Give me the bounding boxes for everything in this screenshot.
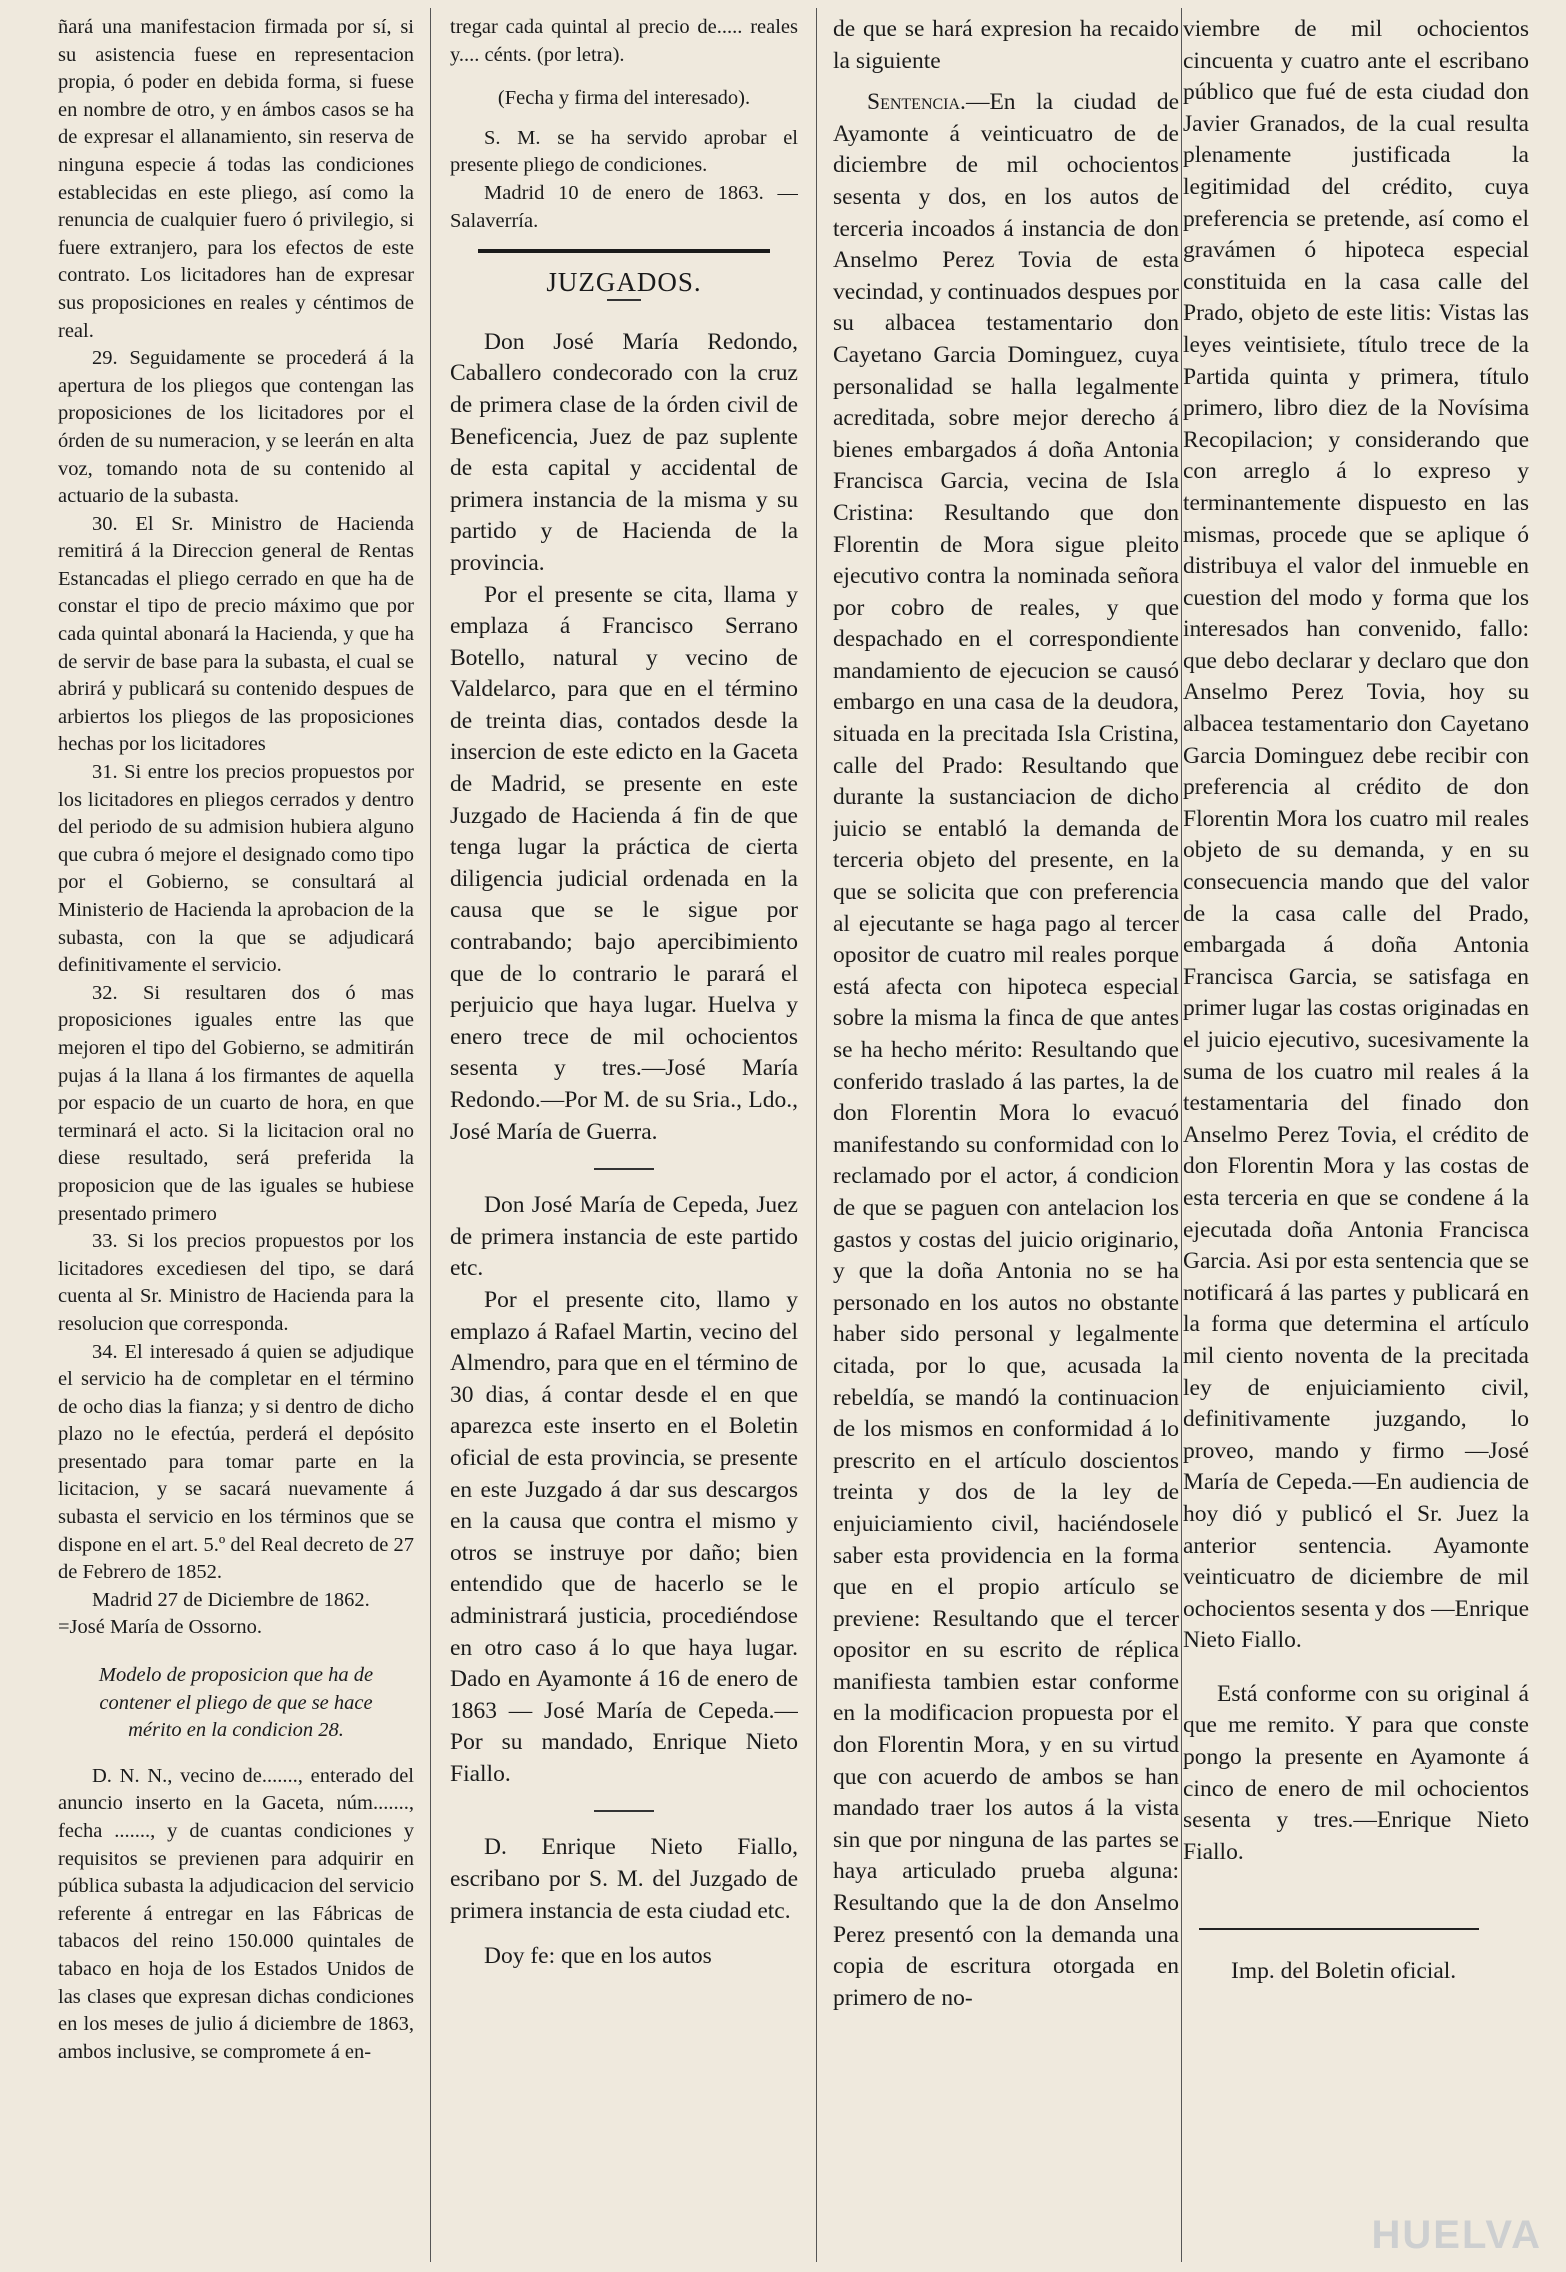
paragraph: ñará una manifestacion firmada por sí, si su asistencia fuese en representacion propia, ó poder en debida forma, si fuese en nombre de otro, y en ámbos casos se ha de expresar el allanamiento, sin reserva de ninguna especie á todas las condiciones establecidas en este pliego, así como la renuncia de cualquier fuero ó privilegio, si fuere extranjero, para los efectos de este contrato. Los licitadores han de expresar sus proposiciones en reales y céntimos de real. <box>58 16 414 342</box>
dateline: Madrid 27 de Diciembre de 1862. <box>92 1588 370 1611</box>
sentence-text <box>833 87 1179 2014</box>
sentence-body: —En la ciudad de Ayamonte á veinticuatro de de diciembre de mil ochocientos sesenta y dos, en los autos de terceria incoados á instancia de don Anselmo Perez Tovia de esta vecindad, y continuados despues por su albacea testamentario don Cayetano Garcia Dominguez, cuya personalidad se halla legalmente acreditada, sobre mejor derecho á bienes embargados á doña Antonia Francisca Garcia, vecina de Isla Cristina: Resultando que don Florentin de Mora sigue pleito ejecutivo contra la nominada señora por cobro de reales, y que despachado en el correspondiente mandamiento de ejecucion se causó embargo en una casa de la deudora, situada en la precitada Isla Cristina, calle del Prado: Resultando que durante la sustanciacion de dicho juicio se entabló la demanda de terceria objeto del presente, en la que se solicita que con preferencia al ejecutante se haga pago al tercer opositor de cuatro mil reales porque está afecta con hipoteca especial sobre la misma la finca de que antes se ha hecho mérito: Resultando que conferido traslado á las partes, la de don Florentin Mora lo evacuó manifestando su conformidad con lo reclamado por el actor, á condicion de que se paguen con antelacion los gastos y costas del juicio originario, y que la doña Antonia no se ha personado en los autos no obstante haber sido personal y legalmente citada, por lo que, acusada la rebeldía, se mandó la continuacion de los mismos en conformidad á lo prescrito en el artículo doscientos treinta y dos de la ley de enjuiciamiento civil, haciéndosele saber esta providencia en la forma que en el propio artículo se previene: Resultando que el tercer opositor en su escrito de réplica manifiesta tambien estar conforme en la modificacion propuesta por el don Florentin Mora, y en su virtud que con acuerdo de ambos se han mandado traer los autos á la vista sin que por ninguna de las partes se haya articulado prueba alguna: Resultando que la de don Anselmo Perez presentó con la demanda una copia de escritura otorgada en primero de no- <box>833 89 1179 2011</box>
paragraph: tregar cada quintal al precio de..... reales y.... cénts. (por letra). <box>450 16 798 66</box>
column-rule <box>430 8 431 2262</box>
model-text: D. N. N., vecino de......., enterado del anuncio inserto en la Gaceta, núm......., fecha ......., y de cuantas condiciones y requisitos se previenen para adquirir en pública subasta la adjudicacion del servicio referente á entregar en las Fábricas de tabacos del reino 150.000 quintales de tabaco en hoja de los Estados Unidos de las clases que expresan dichas condiciones en los meses de julio á diciembre de 1863, ambos inclusive, se compromete á en- <box>58 1764 414 2063</box>
column-3 <box>833 14 1179 2262</box>
edict-text: Por el presente se cita, llama y emplaza á Francisco Serrano Botello, natural y vecino de Valdelarco, para que en el término de treinta dias, contados desde la insercion de este edicto en la Gaceta de Madrid, se presente en este Juzgado de Hacienda á fin de que tenga lugar la práctica de cierta diligencia judicial ordenada en la causa que se le sigue por contrabando; bajo apercibimiento que de lo contrario le parará el perjuicio que haya lugar. Huelva y enero trece de mil ochocientos sesenta y tres.—José María Redondo.—Por M. de su Sria., Ldo., José María de Guerra. <box>450 581 798 1145</box>
condition-31: 31. Si entre los precios propuestos por los licitadores en pliegos cerrados y dentro del periodo de su admision hubiera alguno que cubra ó mejore el designado como tipo por el Gobierno, se consultará al Ministerio de Hacienda la aprobacion de la subasta, con la que se adjudicará definitivamente el servicio. <box>58 761 414 977</box>
judge-intro: Don José María de Cepeda, Juez de primera instancia de este partido etc. <box>450 1192 798 1282</box>
paragraph: Está conforme con su original á que me remito. Y para que conste pongo la presente en Ayamonte á cinco de enero de mil ochocientos sesenta y tres.—Enrique Nieto Fiallo. <box>1183 1680 1529 1865</box>
column-4 <box>1183 14 1529 2262</box>
separator <box>594 1168 654 1170</box>
section-rule <box>478 249 770 253</box>
sentence-label: Sentencia. <box>867 89 966 116</box>
approval-note: S. M. se ha servido aprobar el presente pliego de condiciones. <box>450 126 798 177</box>
condition-34: 34. El interesado á quien se adjudique el servicio ha de completar en el término de ocho dias la fianza; y si dentro de dicho plazo no le efectúa, perderá el depósito presentado para tomar parte en la licitacion, y se sacará nuevamente á subasta el servicio en los términos que se dispone en el art. 5.º del Real decreto de 27 de Febrero de 1852. <box>58 1340 414 1584</box>
condition-30: 30. El Sr. Ministro de Hacienda remitirá á la Direccion general de Rentas Estancadas el pliego cerrado en que ha de constar el tipo de precio máximo que por cada quintal abonará la Hacienda, y que ha de servir de base para la subasta, el cual se abrirá y publicará su contenido despues de arbiertos los pliegos de las proposiciones hechas por los licitadores <box>58 512 414 756</box>
condition-33: 33. Si los precios propuestos por los licitadores excediesen del tipo, se dará cuenta al Sr. Ministro de Hacienda para la resolucion que corresponda. <box>58 1230 414 1335</box>
edict-text: Por el presente cito, llamo y emplazo á Rafael Martin, vecino del Almendro, para que en el término de 30 dias, á contar desde el en que aparezca este inserto en el Boletin oficial de esta provincia, se presente en este Juzgado á dar sus descargos en la causa que contra el mismo y otros se instruye por daño; bien entendido que de hacerlo se le administrará justicia, procediéndose en otro caso á lo que haya lugar. Dado en Ayamonte á 16 de enero de 1863 — José María de Cepeda.—Por su mandado, Enrique Nieto Fiallo. <box>450 1286 798 1787</box>
paragraph: de que se hará expresion ha recaido la siguiente <box>833 16 1179 74</box>
column-1 <box>58 14 414 2262</box>
column-2 <box>450 14 798 2262</box>
dateline: Madrid 10 de enero de 1863. — Salaverría. <box>450 181 798 232</box>
model-heading: Modelo de proposicion que ha de contener el pliego de que se hace mérito en la condicion 28. <box>98 1664 374 1742</box>
column-rule <box>1181 8 1182 2262</box>
condition-29: 29. Seguidamente se procederá á la apertura de los pliegos que contengan las proposiciones de los licitadores por el órden de su numeracion, y se leerán en alta voz, tomando nota de su contenido al actuario de la subasta. <box>58 347 414 508</box>
signature-note: (Fecha y firma del interesado). <box>497 87 751 110</box>
separator <box>594 1810 654 1812</box>
notary-intro: D. Enrique Nieto Fiallo, escribano por S. M. del Juzgado de primera instancia de esta ciudad etc. <box>450 1834 798 1924</box>
watermark: HUELVA <box>1371 2213 1542 2257</box>
signature: =José María de Ossorno. <box>58 1616 262 1639</box>
paragraph: Doy fe: que en los autos <box>484 1943 712 1970</box>
heading-dash <box>607 299 641 301</box>
column-rule <box>816 8 817 2262</box>
footer-rule <box>1199 1928 1479 1930</box>
printer-imprint: Imp. del Boletin oficial. <box>1231 1958 1457 1985</box>
judge-intro: Don José María Redondo, Caballero condecorado con la cruz de primera clase de la órden civil de Beneficencia, Juez de paz suplente de esta capital y accidental de primera instancia de la misma y su partido y de Hacienda de la provincia. <box>450 328 798 576</box>
paragraph: viembre de mil ochocientos cincuenta y cuatro ante el escribano público que fué de esta ciudad don Javier Granados, de la cual resulta plenamente justificada la legitimidad del crédito, cuya preferencia se pretende, así como el gravámen ó hipoteca especial constituida en la casa calle del Prado, objeto de este litis: Vistas las leyes veintisiete, título trece de la Partida quinta y primera, título primero, libro diez de la Novísima Recopilacion; y considerando que con arreglo á lo expreso y terminantemente dispuesto en las mismas, procede que se aplique ó distribuya el valor del inmueble en cuestion del modo y forma que los interesados han convenido, fallo: que debo declarar y declaro que don Anselmo Perez Tovia, hoy su albacea testamentario don Cayetano Garcia Dominguez debe recibir con preferencia al crédito de don Florentin Mora los cuatro mil reales objeto de su demanda, y en su consecuencia mando que del valor de la casa calle del Prado, embargada á doña Antonia Francisca Garcia, se satisfaga en primer lugar las costas originadas en el juicio ejecutivo, sucesivamente la suma de los cuatro mil reales á la testamentaria del finado don Anselmo Perez Tovia, el crédito de don Florentin Mora y las costas de esta terceria en que se condene á la ejecutada doña Antonia Francisca Garcia. Asi por esta sentencia que se notificará á las partes y publicará en la forma que determina el artículo mil ciento noventa de la precitada ley de enjuiciamiento civil, definitivamente juzgando, lo proveo, mando y firmo —José María de Cepeda.—En audiencia de hoy dió y publicó el Sr. Juez la anterior sentencia. Ayamonte veinticuatro de diciembre de mil ochocientos sesenta y dos —Enrique Nieto Fiallo. <box>1183 16 1529 1654</box>
condition-32: 32. Si resultaren dos ó mas proposiciones iguales entre las que mejoren el tipo del Gobierno, se admitirán pujas á la llana á los firmantes de aquella por espacio de un cuarto de hora, en que terminará el acto. Si la licitacion oral no diese resultado, será preferida la proposicion que de las iguales se hubiese presentado primero <box>58 981 414 1225</box>
section-heading: JUZGADOS. <box>546 267 702 298</box>
